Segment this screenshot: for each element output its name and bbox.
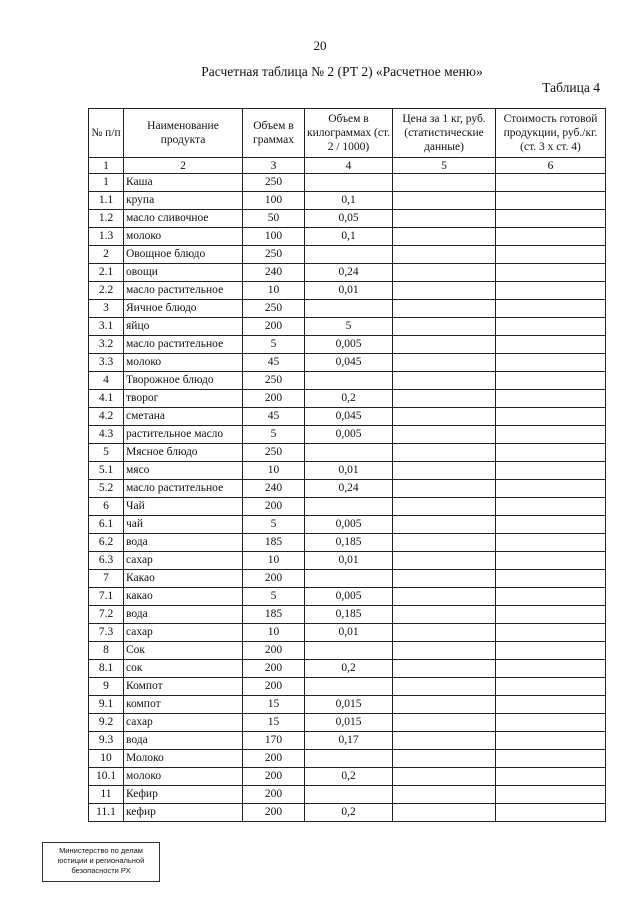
price-cell [393, 408, 496, 426]
product-name: вода [124, 732, 243, 750]
cost-cell [496, 354, 606, 372]
volume-kg [305, 372, 393, 390]
table-row [89, 516, 606, 534]
product-name: молоко [124, 768, 243, 786]
row-number: 9.1 [89, 696, 124, 714]
price-cell [393, 606, 496, 624]
price-cell [393, 426, 496, 444]
product-name: творог [124, 390, 243, 408]
price-cell [393, 444, 496, 462]
volume-kg: 0,1 [305, 228, 393, 246]
table-row [89, 696, 606, 714]
cost-cell [496, 696, 606, 714]
volume-grams: 170 [243, 732, 305, 750]
volume-grams: 200 [243, 804, 305, 822]
volume-grams: 200 [243, 768, 305, 786]
table-row [89, 750, 606, 768]
volume-grams: 10 [243, 552, 305, 570]
product-name: сахар [124, 552, 243, 570]
cost-cell [496, 318, 606, 336]
table-row [89, 228, 606, 246]
price-cell [393, 570, 496, 588]
table-row [89, 246, 606, 264]
price-cell [393, 498, 496, 516]
table-row [89, 408, 606, 426]
table-row [89, 390, 606, 408]
row-number: 2.1 [89, 264, 124, 282]
cost-cell [496, 480, 606, 498]
volume-kg: 0,005 [305, 336, 393, 354]
column-number: 6 [496, 158, 606, 174]
table-label: Таблица 4 [542, 80, 600, 95]
product-name: Яичное блюдо [124, 300, 243, 318]
table-row [89, 480, 606, 498]
header-price-per-kg: Цена за 1 кг, руб. (статистические данные) [393, 109, 496, 158]
product-name: сахар [124, 714, 243, 732]
price-cell [393, 786, 496, 804]
table-row [89, 282, 606, 300]
volume-grams: 5 [243, 336, 305, 354]
product-name: масло растительное [124, 282, 243, 300]
row-number: 9 [89, 678, 124, 696]
product-name: сок [124, 660, 243, 678]
price-cell [393, 192, 496, 210]
volume-grams: 200 [243, 660, 305, 678]
row-number: 4.3 [89, 426, 124, 444]
price-cell [393, 660, 496, 678]
cost-cell [496, 786, 606, 804]
product-name: Кефир [124, 786, 243, 804]
row-number: 4.2 [89, 408, 124, 426]
cost-cell [496, 372, 606, 390]
table-row [89, 786, 606, 804]
cost-cell [496, 336, 606, 354]
price-cell [393, 624, 496, 642]
price-cell [393, 642, 496, 660]
volume-grams: 200 [243, 318, 305, 336]
table-row [89, 426, 606, 444]
cost-cell [496, 462, 606, 480]
volume-kg: 0,045 [305, 354, 393, 372]
product-name: чай [124, 516, 243, 534]
table-row [89, 624, 606, 642]
price-cell [393, 750, 496, 768]
row-number: 5.1 [89, 462, 124, 480]
table-row [89, 534, 606, 552]
row-number: 10.1 [89, 768, 124, 786]
cost-cell [496, 300, 606, 318]
cost-cell [496, 282, 606, 300]
table-row [89, 318, 606, 336]
header-cost: Стоимость готовой продукции, руб./кг. (ст. 3 х ст. 4) [496, 109, 606, 158]
price-cell [393, 462, 496, 480]
price-cell [393, 552, 496, 570]
row-number: 7.1 [89, 588, 124, 606]
volume-kg: 0,01 [305, 552, 393, 570]
table-row [89, 714, 606, 732]
row-number: 7 [89, 570, 124, 588]
table-row [89, 462, 606, 480]
row-number: 6 [89, 498, 124, 516]
table-row [89, 498, 606, 516]
price-cell [393, 264, 496, 282]
table-row [89, 192, 606, 210]
product-name: молоко [124, 354, 243, 372]
row-number: 8 [89, 642, 124, 660]
table-row [89, 804, 606, 822]
cost-cell [496, 804, 606, 822]
cost-cell [496, 570, 606, 588]
table-row [89, 264, 606, 282]
stamp-line: Министерство по делам [59, 846, 143, 855]
volume-grams: 100 [243, 192, 305, 210]
cost-cell [496, 174, 606, 192]
menu-table [88, 108, 606, 822]
product-name: яйцо [124, 318, 243, 336]
table-row [89, 606, 606, 624]
volume-kg: 0,005 [305, 426, 393, 444]
cost-cell [496, 732, 606, 750]
product-name: Чай [124, 498, 243, 516]
volume-kg [305, 300, 393, 318]
product-name: мясо [124, 462, 243, 480]
table-row [89, 354, 606, 372]
cost-cell [496, 714, 606, 732]
table-row [89, 444, 606, 462]
row-number: 3.2 [89, 336, 124, 354]
cost-cell [496, 606, 606, 624]
volume-kg: 5 [305, 318, 393, 336]
cost-cell [496, 624, 606, 642]
price-cell [393, 210, 496, 228]
cost-cell [496, 516, 606, 534]
row-number: 1.1 [89, 192, 124, 210]
product-name: Сок [124, 642, 243, 660]
volume-kg: 0,015 [305, 714, 393, 732]
row-number: 7.3 [89, 624, 124, 642]
table-row [89, 372, 606, 390]
price-cell [393, 804, 496, 822]
volume-kg [305, 786, 393, 804]
table-row [89, 678, 606, 696]
header-product-name: Наименование продукта [124, 109, 243, 158]
page-number: 20 [313, 38, 327, 53]
product-name: растительное масло [124, 426, 243, 444]
product-name: компот [124, 696, 243, 714]
product-name: кефир [124, 804, 243, 822]
row-number: 2.2 [89, 282, 124, 300]
table-row [89, 768, 606, 786]
volume-grams: 250 [243, 300, 305, 318]
volume-kg [305, 444, 393, 462]
cost-cell [496, 498, 606, 516]
cost-cell [496, 588, 606, 606]
price-cell [393, 300, 496, 318]
price-cell [393, 390, 496, 408]
product-name: Творожное блюдо [124, 372, 243, 390]
row-number: 11 [89, 786, 124, 804]
volume-kg: 0,005 [305, 588, 393, 606]
row-number: 2 [89, 246, 124, 264]
cost-cell [496, 228, 606, 246]
volume-grams: 100 [243, 228, 305, 246]
cost-cell [496, 678, 606, 696]
table-row [89, 570, 606, 588]
row-number: 9.3 [89, 732, 124, 750]
price-cell [393, 174, 496, 192]
volume-grams: 250 [243, 444, 305, 462]
cost-cell [496, 192, 606, 210]
row-number: 3 [89, 300, 124, 318]
product-name: Молоко [124, 750, 243, 768]
price-cell [393, 714, 496, 732]
table-row [89, 732, 606, 750]
volume-grams: 5 [243, 426, 305, 444]
row-number: 7.2 [89, 606, 124, 624]
price-cell [393, 696, 496, 714]
volume-grams: 50 [243, 210, 305, 228]
volume-kg: 0,2 [305, 768, 393, 786]
cost-cell [496, 768, 606, 786]
volume-grams: 5 [243, 588, 305, 606]
ministry-stamp [42, 842, 160, 882]
product-name: какао [124, 588, 243, 606]
column-number: 1 [89, 158, 124, 174]
product-name: вода [124, 534, 243, 552]
volume-grams: 15 [243, 714, 305, 732]
volume-grams: 200 [243, 570, 305, 588]
cost-cell [496, 264, 606, 282]
volume-kg: 0,17 [305, 732, 393, 750]
product-name: крупа [124, 192, 243, 210]
column-number: 2 [124, 158, 243, 174]
row-number: 6.3 [89, 552, 124, 570]
row-number: 9.2 [89, 714, 124, 732]
row-number: 5.2 [89, 480, 124, 498]
cost-cell [496, 246, 606, 264]
product-name: Мясное блюдо [124, 444, 243, 462]
product-name: Каша [124, 174, 243, 192]
table-row [89, 336, 606, 354]
price-cell [393, 732, 496, 750]
volume-kg [305, 246, 393, 264]
price-cell [393, 282, 496, 300]
volume-kg [305, 750, 393, 768]
header-number: № п/п [89, 109, 124, 158]
table-row [89, 174, 606, 192]
price-cell [393, 228, 496, 246]
price-cell [393, 354, 496, 372]
cost-cell [496, 390, 606, 408]
volume-grams: 200 [243, 498, 305, 516]
row-number: 5 [89, 444, 124, 462]
product-name: Овощное блюдо [124, 246, 243, 264]
volume-grams: 250 [243, 246, 305, 264]
column-number: 4 [305, 158, 393, 174]
product-name: масло растительное [124, 336, 243, 354]
table-row [89, 660, 606, 678]
volume-kg: 0,185 [305, 606, 393, 624]
volume-grams: 200 [243, 786, 305, 804]
price-cell [393, 336, 496, 354]
row-number: 3.1 [89, 318, 124, 336]
row-number: 4.1 [89, 390, 124, 408]
column-number-row [89, 158, 606, 174]
product-name: овощи [124, 264, 243, 282]
price-cell [393, 678, 496, 696]
price-cell [393, 372, 496, 390]
volume-kg: 0,01 [305, 462, 393, 480]
volume-grams: 200 [243, 678, 305, 696]
row-number: 3.3 [89, 354, 124, 372]
product-name: Компот [124, 678, 243, 696]
header-volume-grams: Объем в граммах [243, 109, 305, 158]
product-name: молоко [124, 228, 243, 246]
row-number: 1.3 [89, 228, 124, 246]
table-row [89, 588, 606, 606]
volume-grams: 250 [243, 174, 305, 192]
volume-kg: 0,005 [305, 516, 393, 534]
volume-grams: 185 [243, 606, 305, 624]
cost-cell [496, 408, 606, 426]
volume-grams: 250 [243, 372, 305, 390]
table-row [89, 300, 606, 318]
price-cell [393, 516, 496, 534]
product-name: масло растительное [124, 480, 243, 498]
price-cell [393, 534, 496, 552]
header-row [89, 109, 606, 158]
volume-grams: 45 [243, 354, 305, 372]
cost-cell [496, 750, 606, 768]
volume-grams: 240 [243, 480, 305, 498]
volume-kg [305, 678, 393, 696]
volume-kg: 0,015 [305, 696, 393, 714]
volume-grams: 200 [243, 390, 305, 408]
price-cell [393, 768, 496, 786]
price-cell [393, 588, 496, 606]
price-cell [393, 246, 496, 264]
row-number: 8.1 [89, 660, 124, 678]
table-row [89, 642, 606, 660]
cost-cell [496, 426, 606, 444]
product-name: вода [124, 606, 243, 624]
cost-cell [496, 534, 606, 552]
stamp-line: безопасности РХ [71, 866, 131, 875]
volume-grams: 200 [243, 642, 305, 660]
volume-grams: 10 [243, 282, 305, 300]
volume-kg: 0,01 [305, 624, 393, 642]
volume-kg [305, 174, 393, 192]
product-name: масло сливочное [124, 210, 243, 228]
header-volume-kg: Объем в килограммах (ст. 2 / 1000) [305, 109, 393, 158]
volume-grams: 5 [243, 516, 305, 534]
menu-table-body [89, 174, 606, 822]
volume-grams: 240 [243, 264, 305, 282]
volume-kg: 0,01 [305, 282, 393, 300]
column-number: 3 [243, 158, 305, 174]
row-number: 6.1 [89, 516, 124, 534]
volume-kg [305, 642, 393, 660]
volume-kg: 0,2 [305, 660, 393, 678]
product-name: сметана [124, 408, 243, 426]
table-row [89, 552, 606, 570]
volume-grams: 10 [243, 462, 305, 480]
volume-kg: 0,05 [305, 210, 393, 228]
row-number: 1 [89, 174, 124, 192]
cost-cell [496, 642, 606, 660]
volume-kg: 0,24 [305, 264, 393, 282]
volume-kg: 0,045 [305, 408, 393, 426]
cost-cell [496, 444, 606, 462]
stamp-line: юстиции и региональной [57, 856, 145, 865]
row-number: 10 [89, 750, 124, 768]
table-row [89, 210, 606, 228]
volume-kg: 0,2 [305, 804, 393, 822]
price-cell [393, 318, 496, 336]
column-number: 5 [393, 158, 496, 174]
volume-kg [305, 570, 393, 588]
volume-kg: 0,2 [305, 390, 393, 408]
row-number: 1.2 [89, 210, 124, 228]
volume-kg: 0,24 [305, 480, 393, 498]
row-number: 11.1 [89, 804, 124, 822]
volume-grams: 15 [243, 696, 305, 714]
volume-grams: 45 [243, 408, 305, 426]
volume-grams: 10 [243, 624, 305, 642]
volume-grams: 200 [243, 750, 305, 768]
volume-grams: 185 [243, 534, 305, 552]
price-cell [393, 480, 496, 498]
document-title: Расчетная таблица № 2 (РТ 2) «Расчетное меню» [201, 64, 483, 79]
product-name: Какао [124, 570, 243, 588]
row-number: 4 [89, 372, 124, 390]
product-name: сахар [124, 624, 243, 642]
row-number: 6.2 [89, 534, 124, 552]
cost-cell [496, 210, 606, 228]
cost-cell [496, 552, 606, 570]
volume-kg: 0,1 [305, 192, 393, 210]
cost-cell [496, 660, 606, 678]
volume-kg [305, 498, 393, 516]
volume-kg: 0,185 [305, 534, 393, 552]
